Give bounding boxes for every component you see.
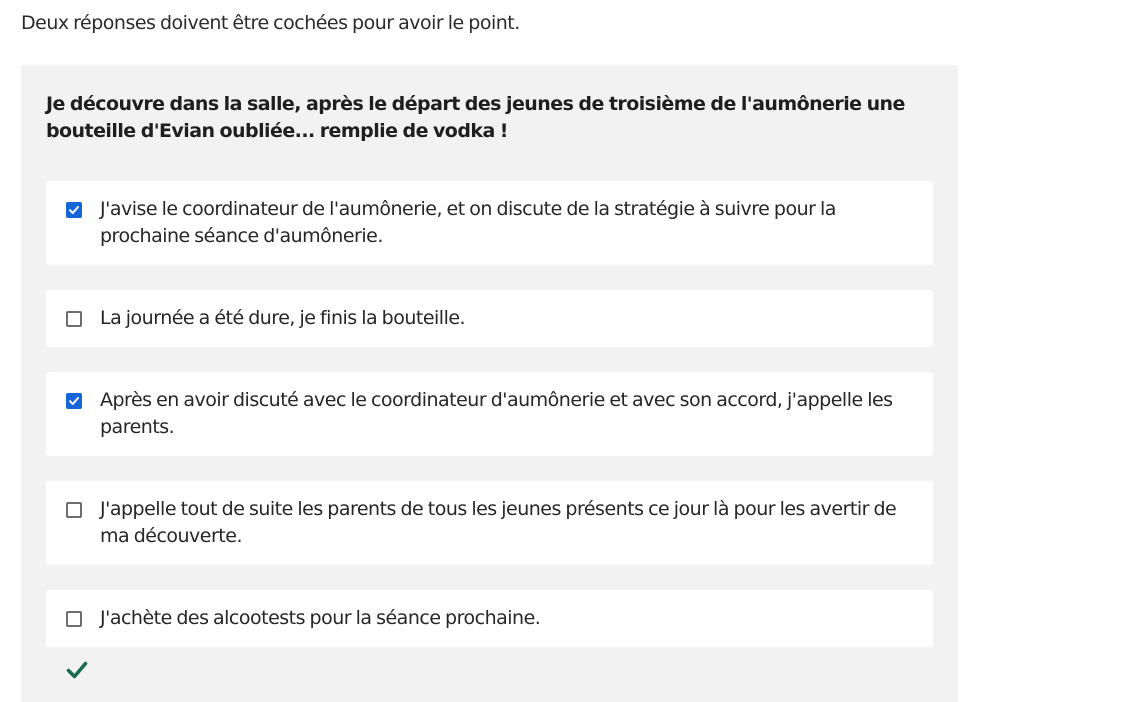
answer-option-1[interactable] [46, 181, 933, 265]
answer-option-label: La journée a été dure, je finis la bouteille. [100, 307, 466, 329]
question-text: Je découvre dans la salle, après le départ des jeunes de troisième de l'aumônerie une bouteille d'Evian oubliée... remplie de vodka ! [46, 93, 905, 142]
answer-option-4[interactable] [46, 481, 933, 565]
checkbox-unchecked[interactable] [66, 502, 82, 518]
checkbox-checked[interactable] [66, 202, 82, 218]
instruction-text: Deux réponses doivent être cochées pour avoir le point. [21, 12, 520, 34]
checkmark-icon [66, 660, 88, 680]
checkbox-unchecked[interactable] [66, 311, 82, 327]
question-panel [21, 65, 958, 702]
check-mark-icon [68, 395, 80, 407]
checkbox-unchecked[interactable] [66, 611, 82, 627]
answer-option-label: Après en avoir discuté avec le coordinateur d'aumônerie et avec son accord, j'appelle les parents. [100, 389, 893, 438]
answer-option-3[interactable] [46, 372, 933, 456]
answer-option-2[interactable] [46, 290, 933, 347]
answer-option-label: J'avise le coordinateur de l'aumônerie, et on discute de la stratégie à suivre pour la prochaine séance d'aumônerie. [100, 198, 836, 247]
answer-option-5[interactable] [46, 590, 933, 647]
checkbox-checked[interactable] [66, 393, 82, 409]
answer-option-label: J'appelle tout de suite les parents de tous les jeunes présents ce jour là pour les avertir de ma découverte. [100, 498, 897, 547]
answer-option-label: J'achète des alcootests pour la séance prochaine. [100, 607, 541, 629]
answer-options [46, 181, 933, 672]
check-mark-icon [68, 204, 80, 216]
